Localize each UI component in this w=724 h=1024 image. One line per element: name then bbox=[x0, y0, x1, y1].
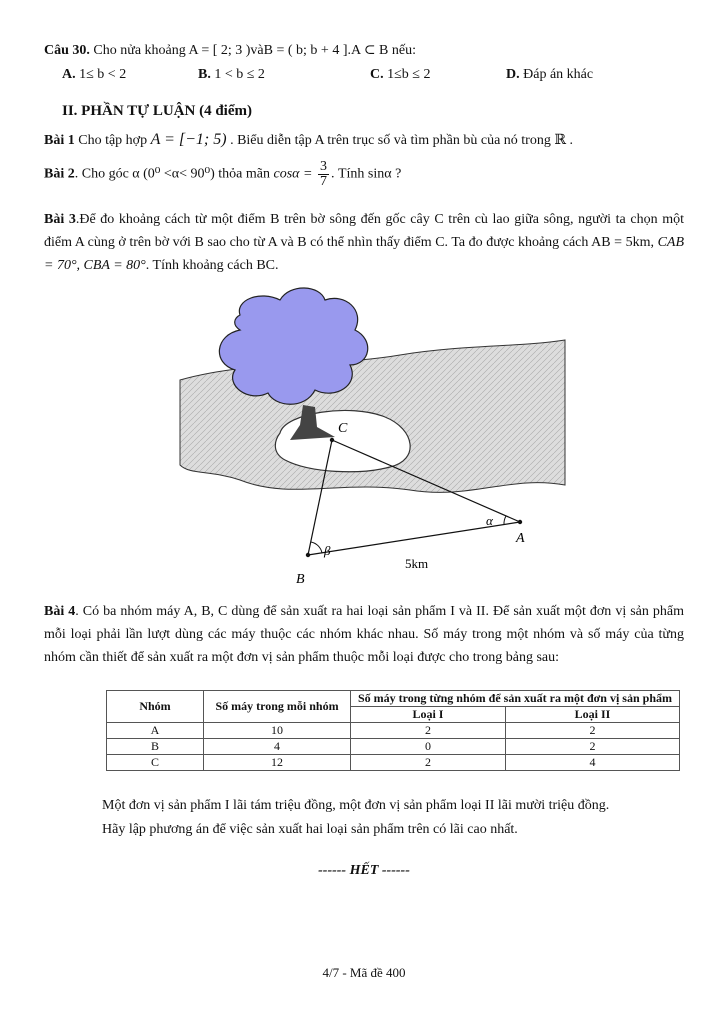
island bbox=[275, 410, 410, 471]
question-30-label: Câu 30. bbox=[44, 43, 90, 58]
angle-formula: CAB = 70°, CBA = 80° bbox=[44, 235, 685, 273]
header-count: Số máy trong mỗi nhóm bbox=[204, 691, 351, 723]
table-row: B 4 0 2 bbox=[107, 739, 680, 755]
problem-1-formula: A = [−1; 5) bbox=[150, 131, 227, 148]
machine-table bbox=[106, 690, 680, 771]
table-row: A 10 2 2 bbox=[107, 723, 680, 739]
header-group: Nhóm bbox=[107, 691, 204, 723]
fraction-3-7: $\frac{3}{7}$ bbox=[319, 159, 327, 189]
section-heading: II. PHẦN TỰ LUẬN (4 điểm) bbox=[62, 103, 252, 119]
label-distance: 5km bbox=[405, 556, 429, 571]
question-30 bbox=[44, 40, 416, 61]
problem-1: Bài 1 Cho tập hợp A = [−1; 5) . Biểu diễn tập A trên trục số và tìm phần bù của nó trong ℝ . bbox=[44, 131, 573, 148]
page-footer: 4/7 - Mã đề 400 bbox=[322, 965, 406, 980]
table-row: C 12 2 4 bbox=[107, 755, 680, 771]
point-c-dot bbox=[330, 438, 334, 442]
option-c: C. 1≤b ≤ 2 bbox=[370, 67, 431, 82]
problem-2-label: Bài 2 bbox=[44, 166, 75, 182]
header-type-1: Loại I bbox=[351, 707, 506, 723]
question-30-text: Cho nửa khoảng A = [ 2; 3 )vàB = ( b; b + 4 ].A ⊂ B nếu: bbox=[93, 43, 417, 58]
problem-4-continuation: Một đơn vị sản phẩm I lãi tám triệu đồng, một đơn vị sản phẩm loại II lãi mười triệu đồng. Hãy lập phương án để việc sản xuất hai loại sản phẩm trên có lãi cao nhất. bbox=[102, 798, 610, 837]
header-need: Số máy trong từng nhóm để sản xuất ra một đơn vị sản phẩm bbox=[351, 691, 680, 707]
label-b: B bbox=[296, 572, 305, 587]
real-numbers-symbol: ℝ bbox=[554, 133, 566, 148]
problem-3: Bài 3.Để đo khoảng cách từ một điểm B trên bờ sông đến gốc cây C trên cù lao giữa sông, người ta chọn một điểm A cùng ở trên bờ với B sao cho từ A và B có thể nhìn thấy điểm C. Ta đo được khoảng cách AB = 5km, CAB = 70°, CBA = 80°. Tính khoảng cách BC. bbox=[44, 212, 685, 273]
point-a-dot bbox=[518, 520, 522, 524]
option-d: D. Đáp án khác bbox=[506, 67, 594, 82]
problem-4-label: Bài 4 bbox=[44, 604, 76, 619]
label-alpha: α bbox=[486, 513, 493, 528]
problem-3-label: Bài 3 bbox=[44, 212, 76, 227]
end-marker: ------ HẾT ------ bbox=[318, 863, 410, 878]
cos-expression: cosα = bbox=[273, 166, 313, 182]
option-a: A. 1≤ b < 2 bbox=[62, 67, 127, 82]
problem-2: Bài 2. Cho góc α (0⁰ <α< 90⁰) thỏa mãn cosα = $\frac{3}{7}$ . Tính sinα ? bbox=[44, 159, 402, 189]
river-figure bbox=[140, 285, 570, 590]
label-a: A bbox=[516, 531, 525, 546]
tree-canopy bbox=[219, 288, 367, 404]
header-type-2: Loại II bbox=[505, 707, 679, 723]
problem-4: Bài 4. Có ba nhóm máy A, B, C dùng để sản xuất ra hai loại sản phẩm I và II. Để sản xuất một đơn vị sản phẩm mỗi loại phải lần lượt dùng các máy thuộc các nhóm khác nhau. Số máy trong một nhóm và số máy của từng nhóm cần thiết để sản xuất ra một đơn vị sản phẩm thuộc mỗi loại được cho trong bảng sau: bbox=[44, 604, 685, 665]
angle-beta-arc bbox=[311, 542, 322, 553]
label-c: C bbox=[338, 421, 348, 436]
option-b: B. 1 < b ≤ 2 bbox=[198, 67, 265, 82]
point-b-dot bbox=[306, 553, 310, 557]
label-beta: β bbox=[324, 543, 331, 558]
problem-1-label: Bài 1 bbox=[44, 133, 75, 148]
